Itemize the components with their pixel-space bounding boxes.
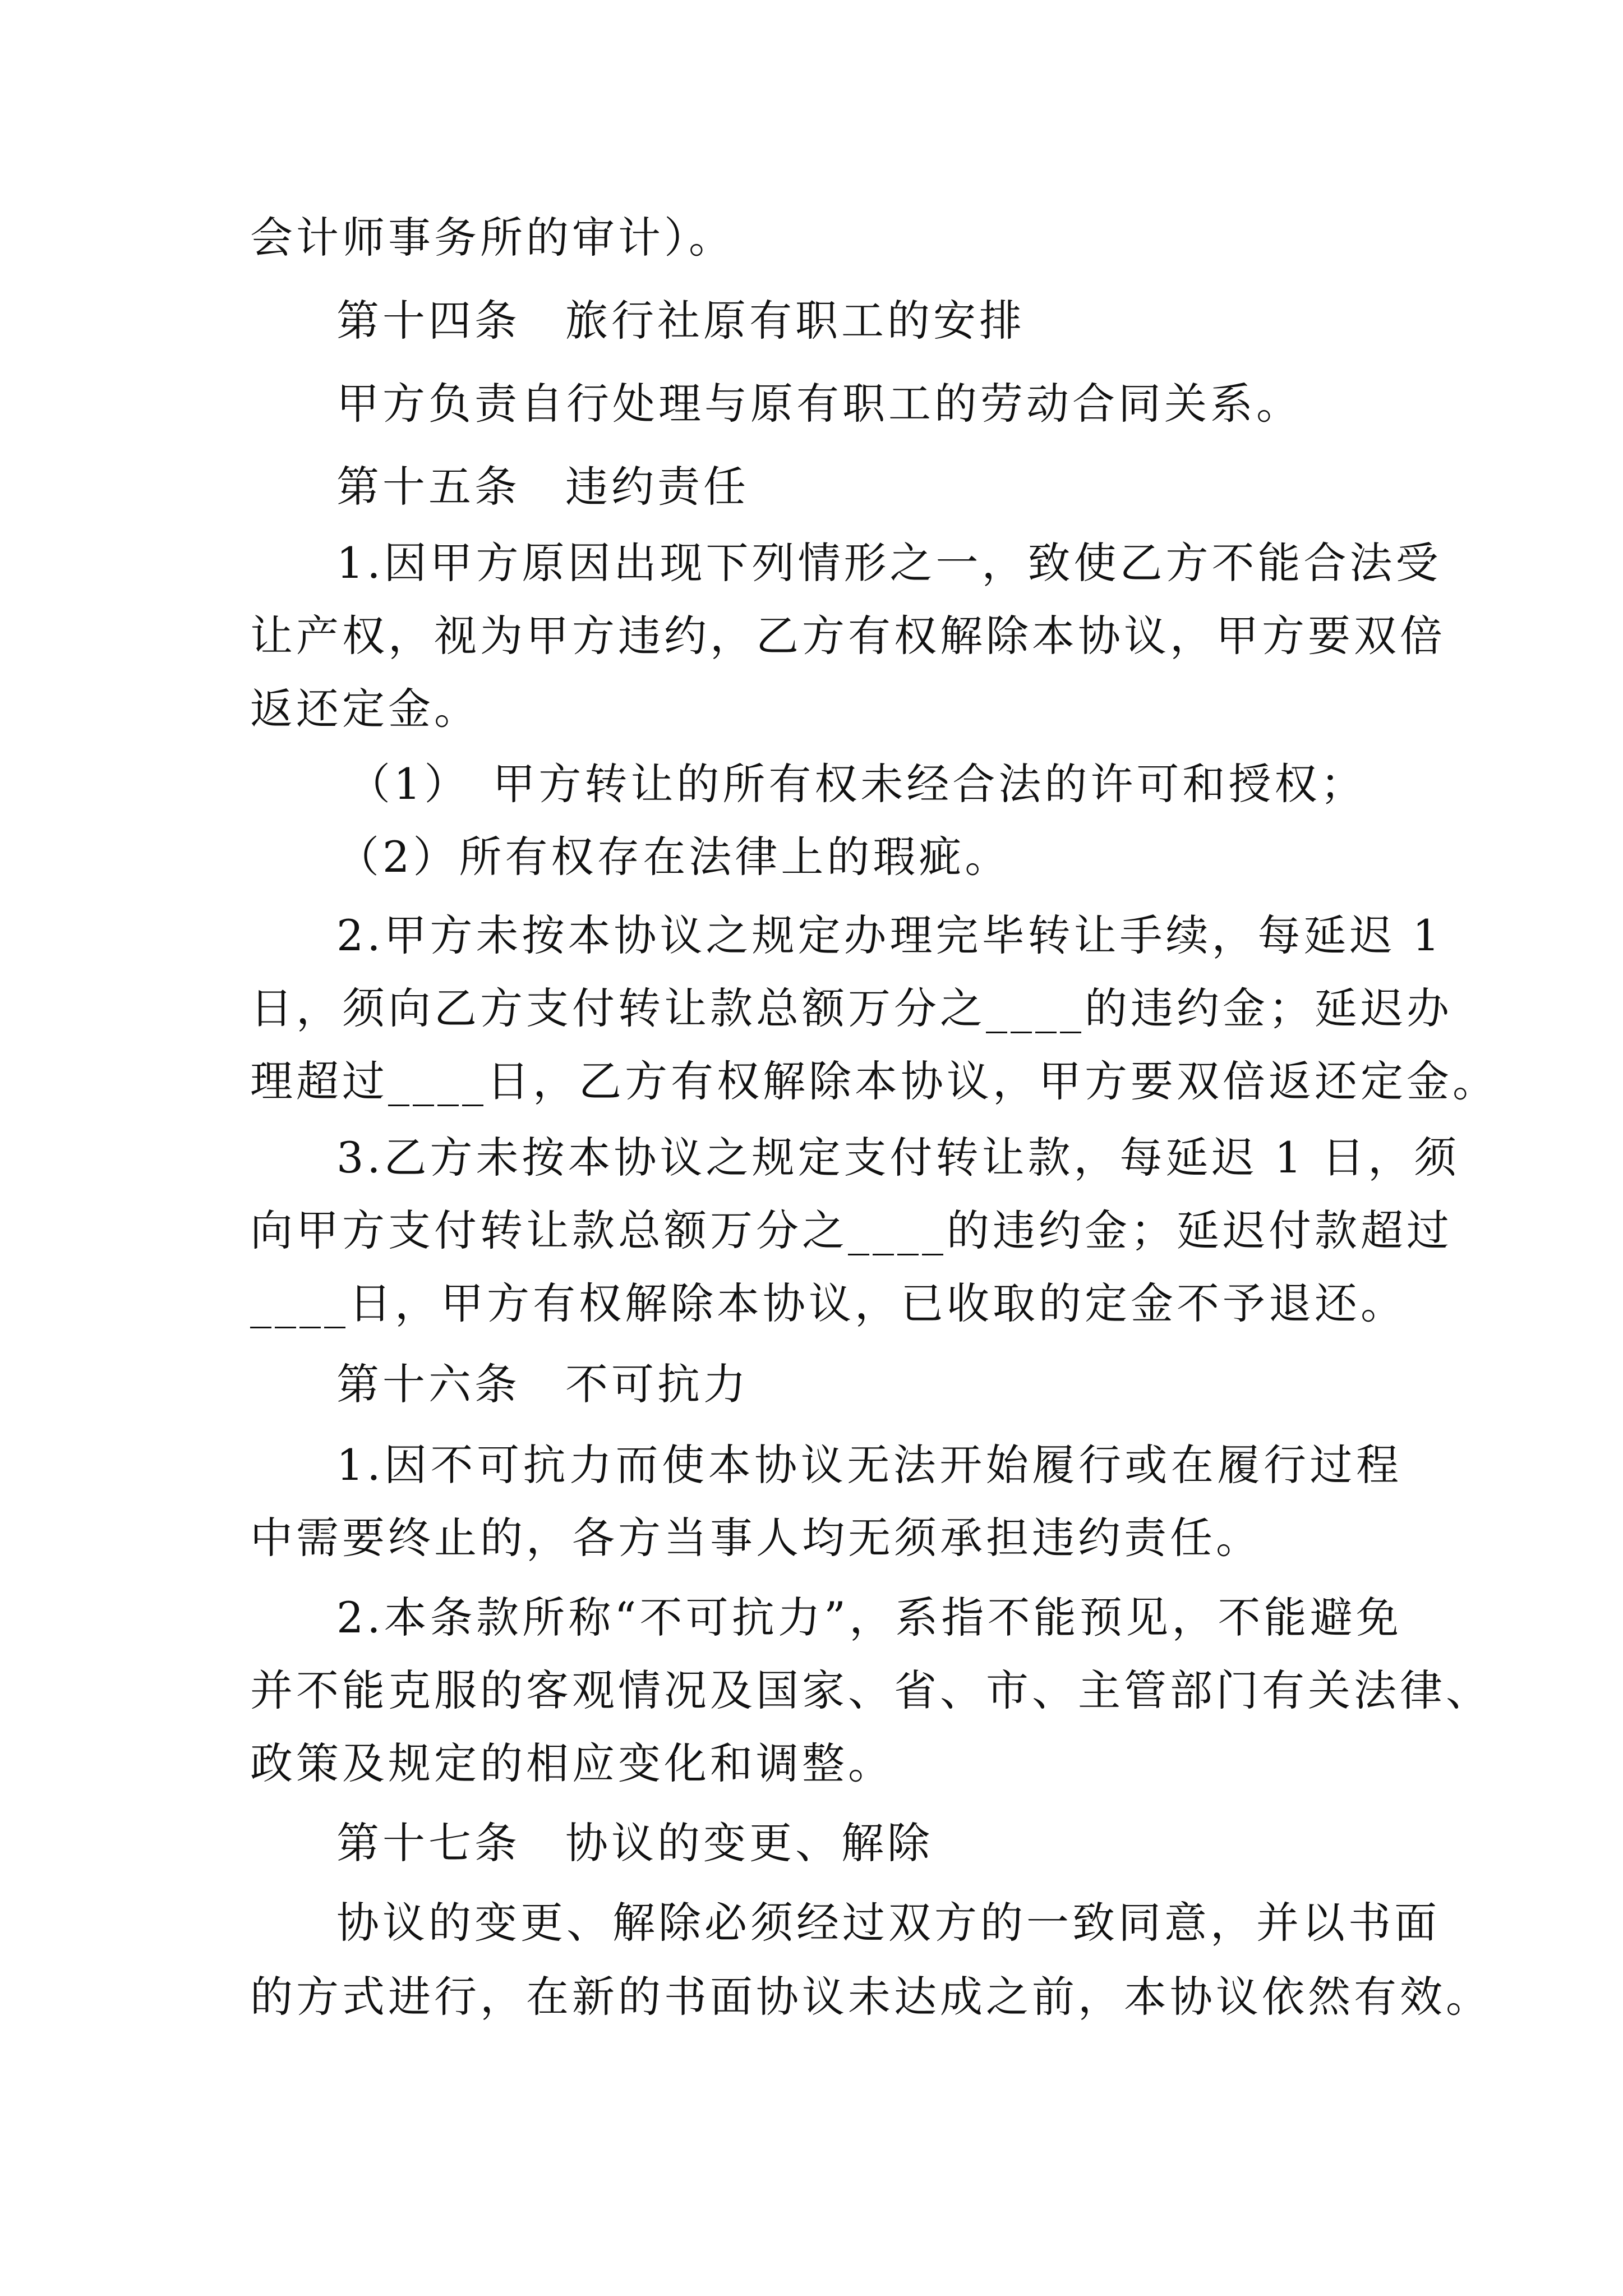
list-item-line xyxy=(348,757,1492,811)
paragraph-line: 3.乙方未按本协议之规定支付转让款，每延迟 1 日，须 xyxy=(336,1133,1460,1182)
list-item-line: （2）所有权存在法律上的瑕疵。 xyxy=(336,832,1011,882)
paragraph-line: 并不能克服的客观情况及国家、省、市、主管部门有关法律、 xyxy=(250,1665,1492,1715)
paragraph-line: 中需要终止的，各方当事人均无须承担违约责任。 xyxy=(250,1513,1262,1563)
article-16-heading xyxy=(336,1358,1402,1411)
paragraph-line: 会计师事务所的审计）。 xyxy=(250,213,735,263)
article-number: 第十四条 xyxy=(336,296,520,346)
paragraph-line: ____日，甲方有权解除本协议，已收取的定金不予退还。 xyxy=(250,1278,1407,1328)
article-number: 第十六条 xyxy=(336,1359,520,1409)
paragraph-line: 2.本条款所称“不可抗力”，系指不能预见，不能避免 xyxy=(336,1593,1402,1642)
article-title: 协议的变更、解除 xyxy=(565,1818,933,1868)
list-marker: （1） xyxy=(348,759,471,809)
paragraph-line: 协议的变更、解除必须经过双方的一致同意，并以书面 xyxy=(336,1898,1440,1948)
paragraph-line: 政策及规定的相应变化和调整。 xyxy=(250,1738,894,1788)
article-number: 第十七条 xyxy=(336,1818,520,1868)
article-title: 违约责任 xyxy=(565,462,749,512)
paragraph-line: 1.因不可抗力而使本协议无法开始履行或在履行过程 xyxy=(336,1440,1402,1490)
paragraph-line: 甲方负责自行处理与原有职工的劳动合同关系。 xyxy=(336,379,1302,429)
paragraph-line: 1.因甲方原因出现下列情形之一，致使乙方不能合法受 xyxy=(336,538,1442,588)
paragraph-line: 日，须向乙方支付转让款总额万分之____的违约金；延迟办 xyxy=(250,983,1453,1033)
paragraph-line: 向甲方支付转让款总额万分之____的违约金；延迟付款超过 xyxy=(250,1205,1453,1255)
article-number: 第十五条 xyxy=(336,462,520,512)
article-17-heading xyxy=(336,1816,1402,1870)
article-title: 不可抗力 xyxy=(565,1359,749,1409)
article-14-heading xyxy=(336,294,1402,348)
paragraph-line: 让产权，视为甲方违约，乙方有权解除本协议，甲方要双倍 xyxy=(250,611,1446,661)
article-15-heading xyxy=(336,460,1402,514)
article-title: 旅行社原有职工的安排 xyxy=(565,296,1025,346)
paragraph-line: 2.甲方未按本协议之规定办理完毕转让手续，每延迟 1 xyxy=(336,910,1444,960)
paragraph-line: 的方式进行，在新的书面协议未达成之前，本协议依然有效。 xyxy=(250,1972,1492,2022)
paragraph-line: 返还定金。 xyxy=(250,684,480,734)
list-text: 甲方转让的所有权未经合法的许可和授权； xyxy=(492,759,1367,809)
paragraph-line: 理超过____日，乙方有权解除本协议，甲方要双倍返还定金。 xyxy=(250,1056,1498,1106)
